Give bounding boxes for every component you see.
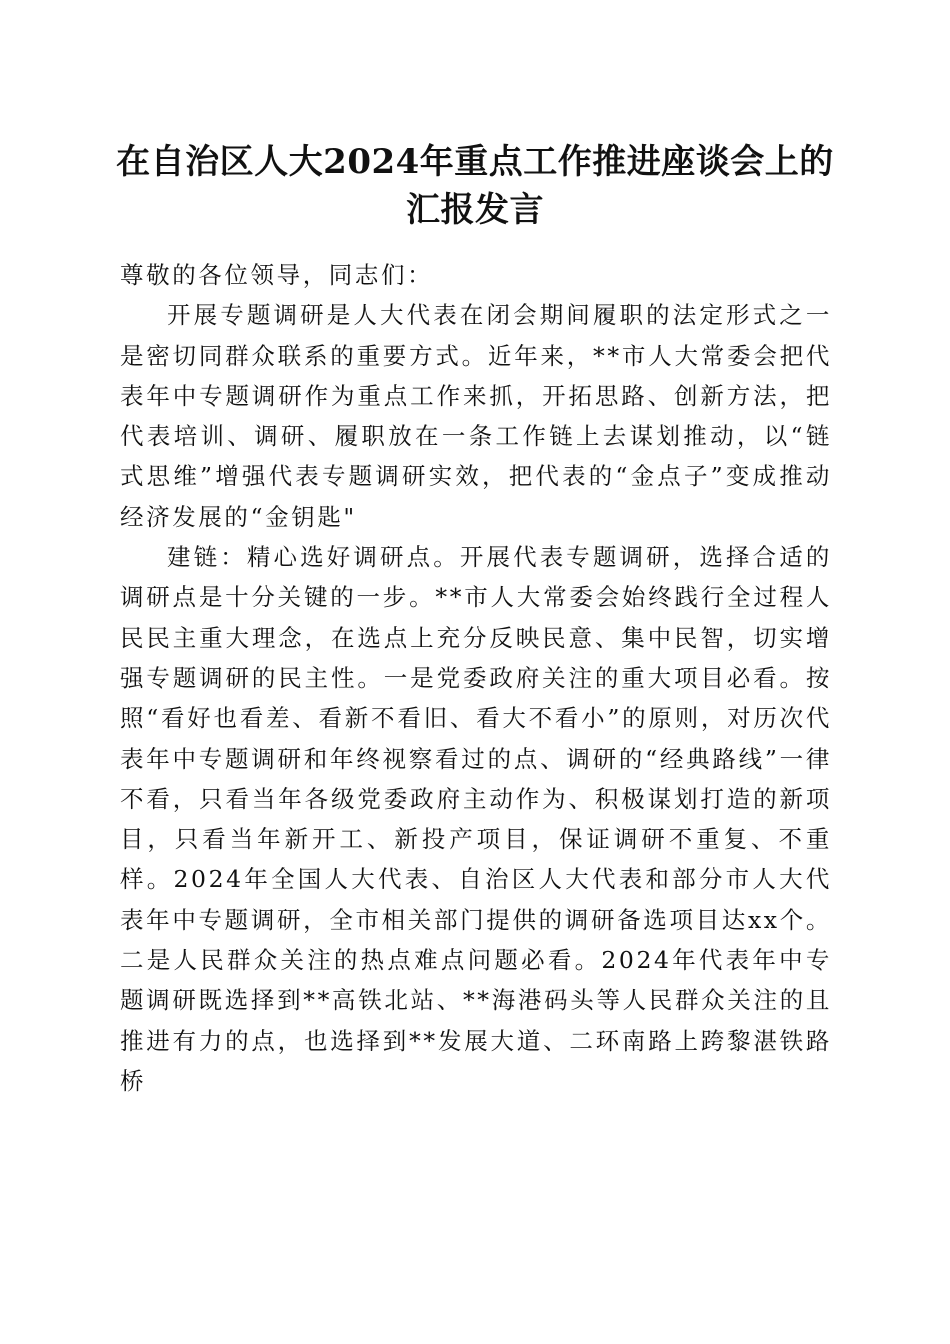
paragraph-2: 建链：精心选好调研点。开展代表专题调研，选择合适的调研点是十分关键的一步。**市人大常委会始终践行全过程人民民主重大理念，在选点上充分反映民意、集中民智，切实增强专题调研的民主性。一是党委政府关注的重大项目必看。按照“看好也看差、看新不看旧、看大不看小”的原则，对历次代表年中专题调研和年终视察看过的点、调研的“经典路线”一律不看，只看当年各级党委政府主动作为、积极谋划打造的新项目，只看当年新开工、新投产项目，保证调研不重复、不重样。2024年全国人大代表、自治区人大代表和部分市人大代表年中专题调研，全市相关部门提供的调研备选项目达xx个。二是人民群众关注的热点难点问题必看。2024年代表年中专题调研既选择到**高铁北站、**海港码头等人民群众关注的且推进有力的点，也选择到**发展大道、二环南路上跨黎湛铁路桥	[120, 543, 832, 1095]
greeting: 尊敬的各位领导，同志们：	[120, 261, 434, 289]
document-title: 在自治区人大2024年重点工作推进座谈会上的汇报发言	[116, 142, 834, 230]
paragraph-1: 开展专题调研是人大代表在闭会期间履职的法定形式之一是密切同群众联系的重要方式。近年来，**市人大常委会把代表年中专题调研作为重点工作来抓，开拓思路、创新方法，把代表培训、调研、履职放在一条工作链上去谋划推动，以“链式思维”增强代表专题调研实效，把代表的“金点子”变成推动经济发展的“金钥匙"	[120, 301, 832, 531]
document-body	[120, 255, 832, 1101]
